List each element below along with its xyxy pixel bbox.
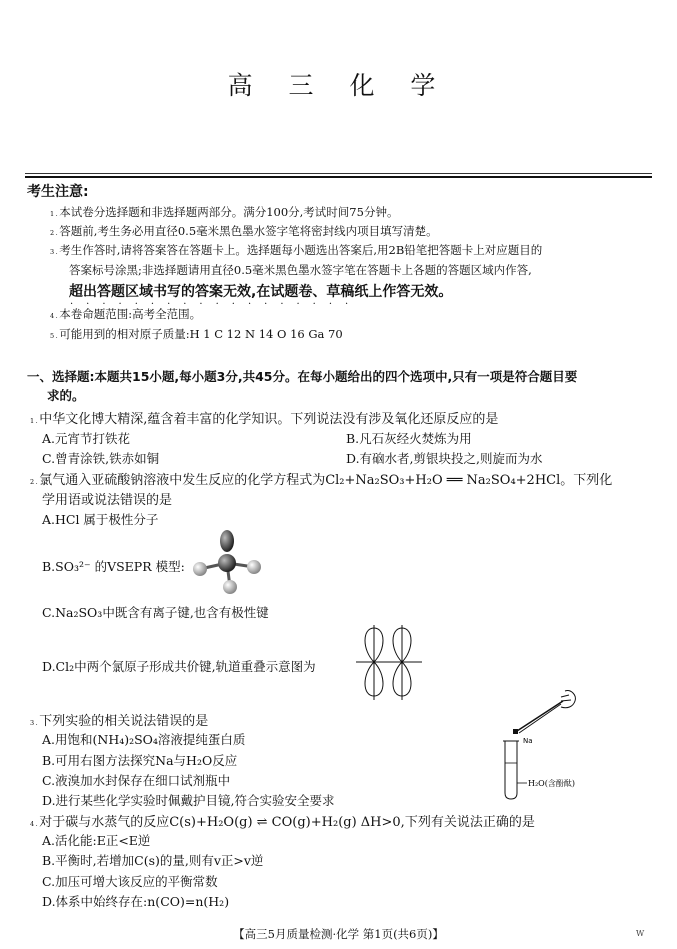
- question-1-stem: [30, 408, 498, 427]
- hand-icon: [561, 691, 575, 708]
- question-num: 2.: [30, 478, 40, 486]
- tweezers: [517, 701, 563, 731]
- notice-item-1: [50, 204, 398, 220]
- q2-option-b: B.SO₃²⁻ 的VSEPR 模型:: [42, 559, 185, 574]
- footer-mark: W: [636, 929, 645, 938]
- q1-option-c: C.曾青涂铁,铁赤如铜: [42, 451, 160, 466]
- q1-option-d: D.有硇水者,剪银块投之,则旋而为水: [346, 451, 543, 466]
- q4-option-d: D.体系中始终存在:n(CO)=n(H₂): [42, 894, 230, 909]
- section-heading-cont: 求的。: [47, 388, 85, 403]
- sodium-piece: [513, 729, 518, 734]
- question-num: 1.: [30, 417, 40, 425]
- notice-text: 答题前,考生务必用直径0.5毫米黑色墨水签字笔将密封线内项目填写清楚。: [59, 224, 438, 238]
- q4-option-c: C.加压可增大该反应的平衡常数: [42, 874, 218, 889]
- notice-text: 可能用到的相对原子质量:H 1 C 12 N 14 O 16 Ga 70: [59, 327, 343, 341]
- notice-text: 本试卷分选择题和非选择题两部分。满分100分,考试时间75分钟。: [59, 205, 399, 219]
- notice-item-2: [50, 223, 438, 239]
- oxygen-atom: [193, 562, 207, 576]
- vsepr-model-figure: [186, 527, 268, 597]
- notice-heading: 考生注意:: [27, 184, 89, 200]
- question-2-stem-cont: 学用语或说法错误的是: [42, 493, 173, 508]
- sodium-water-figure: [495, 685, 585, 803]
- notice-item-3: [50, 242, 542, 258]
- q4-option-a: A.活化能:E正<E逆: [42, 833, 151, 848]
- section-heading: 一、选择题:本题共15小题,每小题3分,共45分。在每小题给出的四个选项中,只有一项是符合题目要: [27, 369, 578, 384]
- question-text: 下列实验的相关说法错误的是: [39, 714, 209, 729]
- q3-option-a: A.用饱和(NH₄)₂SO₄溶液提纯蛋白质: [42, 732, 246, 747]
- notice-bold-warning: 超出答题区域书写的答案无效,在试题卷、草稿纸上作答无效。: [69, 284, 453, 300]
- notice-num: 5.: [50, 332, 60, 340]
- question-text: 中华文化博大精深,蕴含着丰富的化学知识。下列说法没有涉及氧化还原反应的是: [39, 412, 499, 427]
- q2-option-c: C.Na₂SO₃中既含有离子键,也含有极性键: [42, 605, 269, 620]
- q3-option-b: B.可用右图方法探究Na与H₂O反应: [42, 753, 238, 768]
- question-4-stem: [30, 811, 535, 830]
- oxygen-atom: [223, 580, 237, 594]
- question-num: 4.: [30, 820, 40, 828]
- tweezers: [519, 704, 561, 733]
- orbital-overlap-figure: [354, 622, 424, 702]
- notice-num: 4.: [50, 312, 60, 320]
- question-text: 对于碳与水蒸气的反应C(s)+H₂O(g) ⇌ CO(g)+H₂(g) ΔH>0,下列有关说法正确的是: [39, 815, 535, 830]
- page-title: 高 三 化 学: [227, 71, 450, 100]
- test-tube: [505, 741, 517, 799]
- q1-option-a: A.元宵节打铁花: [42, 431, 131, 446]
- notice-text: 考生作答时,请将答案答在答题卡上。选择题每小题选出答案后,用2B铅笔把答题卡上对应题目的: [59, 243, 543, 257]
- notice-item-3-cont: 答案标号涂黑;非选择题请用直径0.5毫米黑色墨水签字笔在答题卡上各题的答题区域内作答,: [69, 263, 532, 277]
- question-text: 氯气通入亚硫酸钠溶液中发生反应的化学方程式为Cl₂+Na₂SO₃+H₂O ══ Na₂SO₄+2HCl。下列化: [39, 473, 613, 488]
- notice-text: 本卷命题范围:高考全范围。: [59, 307, 202, 321]
- sulfur-atom: [218, 554, 236, 572]
- water-label: H₂O(含酚酞): [528, 779, 575, 788]
- lone-pair-lobe: [220, 530, 234, 552]
- q2-option-d: D.Cl₂中两个氯原子形成共价键,轨道重叠示意图为: [42, 659, 316, 674]
- hand-fingers: [561, 695, 571, 701]
- header-rule-thin: [25, 173, 652, 174]
- question-2-stem: [30, 469, 612, 488]
- q3-option-d: D.进行某些化学实验时佩戴护目镜,符合实验安全要求: [42, 793, 335, 808]
- notice-num: 2.: [50, 229, 60, 237]
- question-3-stem: [30, 710, 208, 729]
- notice-num: 1.: [50, 210, 60, 218]
- notice-item-5: [50, 326, 343, 342]
- question-num: 3.: [30, 719, 40, 727]
- page-footer: 【高三5月质量检测·化学 第1页(共6页)】: [233, 927, 444, 941]
- q1-option-b: B.凡石灰经火焚炼为用: [346, 431, 472, 446]
- q4-option-b: B.平衡时,若增加C(s)的量,则有v正>v逆: [42, 853, 264, 868]
- q3-option-c: C.液溴加水封保存在细口试剂瓶中: [42, 773, 231, 788]
- na-label: Na: [523, 737, 533, 745]
- notice-item-4: [50, 306, 201, 322]
- oxygen-atom: [247, 560, 261, 574]
- q2-option-a: A.HCl 属于极性分子: [42, 512, 159, 527]
- header-rule-thick: [25, 176, 652, 178]
- emphasis-dots: ··················: [70, 299, 362, 310]
- notice-num: 3.: [50, 248, 60, 256]
